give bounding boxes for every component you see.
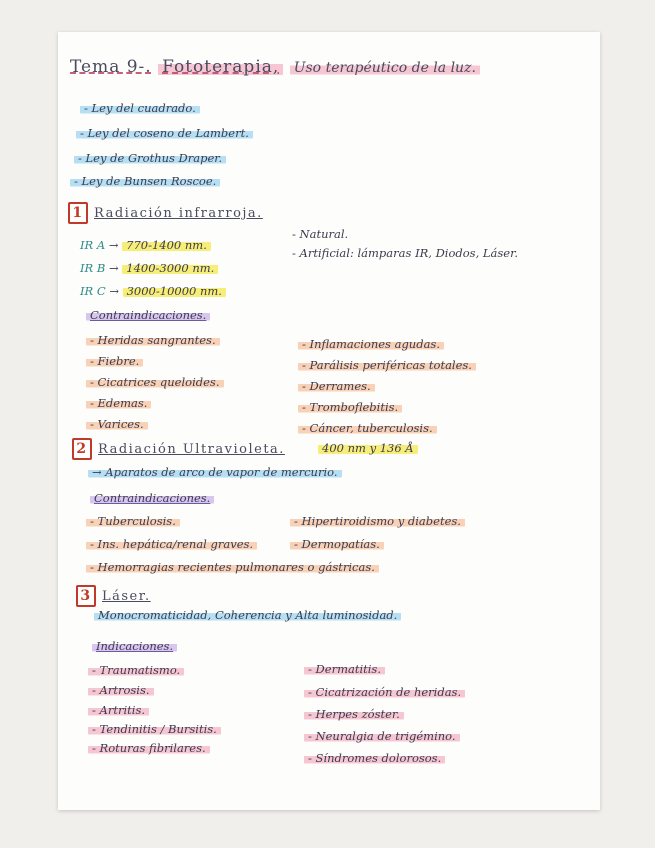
list-item: - Heridas sangrantes. xyxy=(86,333,220,347)
list-item: - Cicatrización de heridas. xyxy=(304,685,465,699)
list-item: - Varices. xyxy=(86,417,148,431)
list-item: - Hemorragias recientes pulmonares o gástricas. xyxy=(86,560,379,574)
list-item: - Artritis. xyxy=(88,703,149,717)
list-item: - Dermopatías. xyxy=(290,537,384,551)
list-item: - Fiebre. xyxy=(86,354,143,368)
section-3-heading: 3 Láser. xyxy=(76,585,151,607)
list-item: - Dermatitis. xyxy=(304,662,385,676)
list-item: - Traumatismo. xyxy=(88,663,184,677)
ir-source: - Artificial: lámparas IR, Diodos, Láser. xyxy=(292,246,518,260)
ir-band: IR C → 3000-10000 nm. xyxy=(80,284,226,298)
list-item: - Hipertiroidismo y diabetes. xyxy=(290,514,465,528)
contraindications-label: Contraindicaciones. xyxy=(90,491,214,505)
section-1-heading: 1 Radiación infrarroja. xyxy=(68,202,263,224)
uv-range: 400 nm y 136 Å xyxy=(318,441,418,455)
law-item: - Ley del cuadrado. xyxy=(80,101,200,115)
list-item: - Artrosis. xyxy=(88,683,154,697)
list-item: - Edemas. xyxy=(86,396,151,410)
list-item: - Tendinitis / Bursitis. xyxy=(88,722,221,736)
list-item: - Cicatrices queloides. xyxy=(86,375,224,389)
title-main: Fototerapia, xyxy=(158,57,283,77)
indications-label: Indicaciones. xyxy=(92,639,177,653)
list-item: - Síndromes dolorosos. xyxy=(304,751,445,765)
list-item: - Cáncer, tuberculosis. xyxy=(298,421,437,435)
list-item: - Neuralgia de trigémino. xyxy=(304,729,460,743)
title-prefix: Tema 9-. xyxy=(70,57,152,77)
section-number: 2 xyxy=(72,438,92,460)
list-item: - Tuberculosis. xyxy=(86,514,180,528)
law-item: - Ley de Bunsen Roscoe. xyxy=(70,174,220,188)
list-item: - Herpes zóster. xyxy=(304,707,404,721)
law-item: - Ley de Grothus Draper. xyxy=(74,151,226,165)
laser-properties: Monocromaticidad, Coherencia y Alta luminosidad. xyxy=(94,608,401,622)
page-title xyxy=(70,57,480,77)
contraindications-label: Contraindicaciones. xyxy=(86,308,210,322)
list-item: - Parálisis periféricas totales. xyxy=(298,358,476,372)
ir-band: IR A → 770-1400 nm. xyxy=(80,238,211,252)
ir-band: IR B → 1400-3000 nm. xyxy=(80,261,218,275)
list-item: - Tromboflebitis. xyxy=(298,400,402,414)
section-number: 1 xyxy=(68,202,88,224)
section-2-heading: 2 Radiación Ultravioleta. xyxy=(72,438,285,460)
section-number: 3 xyxy=(76,585,96,607)
law-item: - Ley del coseno de Lambert. xyxy=(76,126,253,140)
ir-source: - Natural. xyxy=(292,227,349,241)
list-item: - Inflamaciones agudas. xyxy=(298,337,444,351)
uv-apparatus: → Aparatos de arco de vapor de mercurio. xyxy=(88,465,342,479)
list-item: - Derrames. xyxy=(298,379,375,393)
list-item: - Ins. hepática/renal graves. xyxy=(86,537,257,551)
title-rest: Uso terapéutico de la luz. xyxy=(290,60,480,76)
list-item: - Roturas fibrilares. xyxy=(88,741,210,755)
